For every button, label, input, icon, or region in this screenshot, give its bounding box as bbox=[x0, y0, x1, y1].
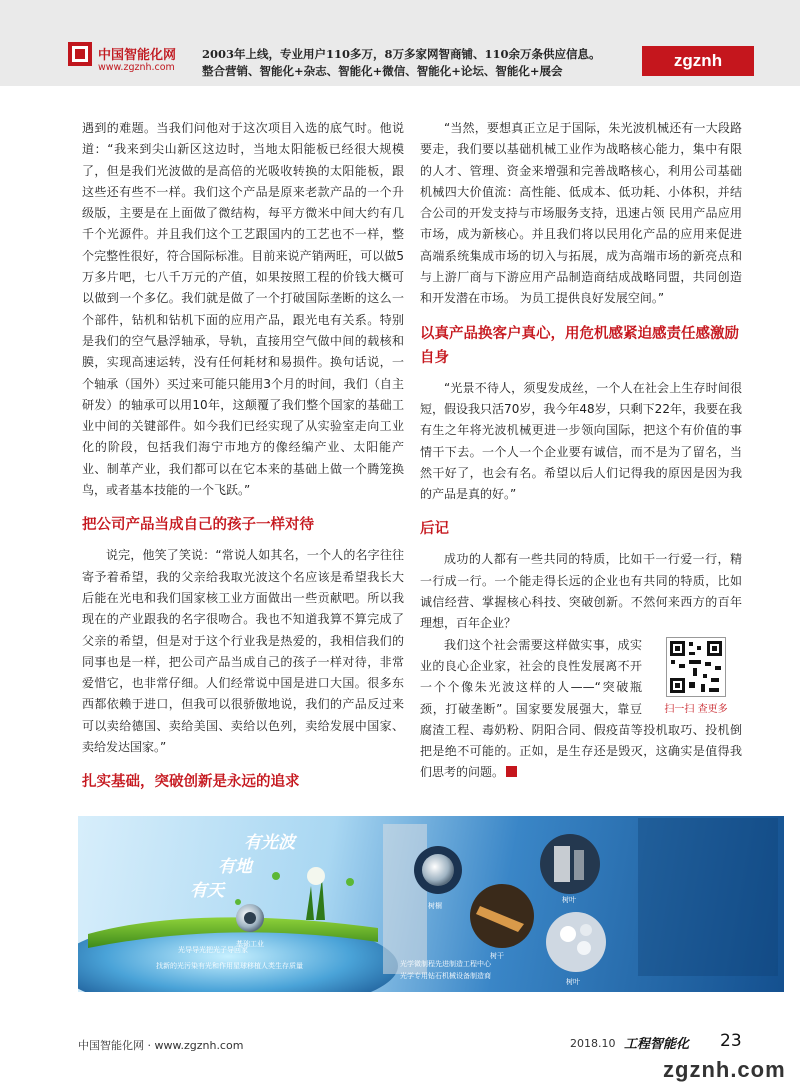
ad-center-line-1: 光学微制程先进制造工程中心 bbox=[400, 960, 491, 968]
banner-line-1: 2003年上线，专业用户110多万，8万多家网智商铺、110余万条供应信息。 bbox=[202, 47, 601, 61]
ad-slogan-1: 有光波 bbox=[244, 833, 295, 853]
left-heading-1: 把公司产品当成自己的孩子一样对待 bbox=[82, 517, 314, 534]
left-heading-2: 扎实基础，突破创新是永远的追求 bbox=[82, 774, 300, 791]
ad-left-line-1: 光导导光把光子导回家 bbox=[178, 946, 248, 954]
ad-label-shuzhe: 树榍 bbox=[428, 902, 442, 910]
qr-code[interactable] bbox=[666, 637, 726, 697]
bulb-icon bbox=[307, 867, 325, 885]
logo-url[interactable]: www.zgznh.com bbox=[98, 62, 175, 73]
ad-slogan-3: 有天 bbox=[190, 881, 224, 901]
end-mark-icon bbox=[506, 766, 517, 777]
page-number: 23 bbox=[720, 1031, 742, 1051]
watermark: zgznh.com bbox=[663, 1057, 786, 1082]
right-paragraph-3: 成功的人都有一些共同的特质，比如干一行爱一行，精一行成一行。一个能走得长远的企业也有共同的特质，比如诚信经营、掌握核心科技、突破创新。不然何来西方的百年理想，百年企业？ bbox=[420, 552, 742, 631]
logo-name: 中国智能化网 bbox=[98, 48, 177, 63]
ad-left-line-2: 找新的光污染有光和作用星球移植人类生存质量 bbox=[156, 962, 303, 970]
bubble-shuye-bottom bbox=[546, 912, 606, 972]
ad-center-line-2: 光学专用钻石机械设备制造商 bbox=[400, 972, 491, 980]
right-heading-2: 后记 bbox=[420, 521, 449, 538]
top-banner bbox=[0, 0, 800, 86]
footer-date: 2018.10 bbox=[570, 1037, 616, 1050]
light-beam bbox=[383, 824, 427, 974]
right-paragraph-2: “光景不待人，须叟发成丝，一个人在社会上生存时间很短，假设我只活70岁，我今年48岁，只剩下22年，我要在我有生之年将光波机械更进一步领向国际，把这个有价值的事情干下去。一个人一个企业要有诚信，而不是为了留名，当然干好了，也会有名。希望以后人们记得我的原因是因为我的产品是真的好。” bbox=[420, 380, 742, 502]
qr-block bbox=[650, 637, 742, 715]
footer-site[interactable]: 中国智能化网 · www.zgznh.com bbox=[78, 1039, 244, 1052]
right-paragraph-4-text: 我们这个社会需要这样做实事，成实业的良心企业家，社会的良性发展离不开一个个像朱光波这样的人——“突破瓶颈，打破垄断”。国家要发展强大，靠豆腐渣工程、毒奶粉、阴阳合同、假疫苗等投机取巧、投机倒把是绝不可能的。正如，是生存还是毁灭，这确实是值得我们思考的问题。 bbox=[420, 637, 742, 780]
brand-tab: zgznh bbox=[642, 46, 754, 76]
ad-label-shuye-top: 树叶 bbox=[562, 896, 576, 904]
logo-icon bbox=[68, 42, 92, 66]
footer-magazine: 工程智能化 bbox=[624, 1037, 690, 1052]
right-column bbox=[420, 118, 742, 784]
left-column bbox=[82, 118, 404, 802]
right-heading-1: 以真产品换客户真心，用危机感紧迫感责任感激励自身 bbox=[420, 325, 739, 366]
left-paragraph-2: 说完，他笑了笑说：“常说人如其名，一个人的名字往往寄予着希望，我的父亲给我取光波这个名应该是希望我长大后能在光电和我们国家核工业方面做出一些贡献吧。所以我现在的产业跟我的名字很吻合。我也不知道我算不算完成了父亲的希望，但是对于这个行业我是热爱的，我相信我们的同事也是一样，把公司产品当成自己的孩子一样对待，非常爱惜它，也非常仔细。人们经常说中国是进口大国。很多东西都依赖于进口，但我可以很骄傲地说，我们的产品反过来可以卖给德国、卖给美国、卖给以色列，卖给发展中国家、卖给发达国家。” bbox=[82, 548, 404, 755]
ad-artwork bbox=[78, 816, 784, 992]
advertisement bbox=[78, 816, 784, 992]
ad-slogan-2: 有地 bbox=[218, 857, 252, 877]
qr-code-icon bbox=[667, 638, 725, 696]
ad-label-base: 基础工业 bbox=[236, 940, 264, 948]
qr-caption: 扫一扫 查更多 bbox=[664, 703, 728, 715]
right-paragraph-1: “当然，要想真正立足于国际，朱光波机械还有一大段路要走，我们要以基础机械工业作为战略核心能力，集中有限的人才、管理、资金来增强和完善战略核心，利用公司基础机械四大价值流：高性能、低成本、低功耗、小体积，并结合公司的开发支持与市场服务支持，迅速占领 民用产品应用市场，成为新核心。并且我们将以民用化产品的应用来促进高端系统集成市场的切入与拓展，成为高端市场的新亮点和与上游厂商与下游应用产品制造商结成战略同盟，共同创造和开发潜在市场。 为员工提供良好发展空间。” bbox=[420, 121, 742, 306]
ad-label-shugan: 树干 bbox=[490, 952, 504, 960]
banner-line-2: 整合营销、智能化+杂志、智能化+微信、智能化+论坛、智能化+展会 bbox=[202, 64, 563, 78]
ad-label-shuye-bottom: 树叶 bbox=[566, 978, 580, 986]
left-paragraph-1: 遇到的难题。当我们问他对于这次项目入选的底气时。他说道：“我来到尖山新区这边时，当地太阳能板已经很大规模了，但是我们光波做的是高倍的光吸收转换的太阳能板，跟这些还有些不一样。我们这个产品是原来老款产品的一个升级版，主要是在上面做了微结构，每平方微米中间大约有几千个光源件。并且我们这个工艺跟国内的工艺也不一样，整个完整性很好，符合国际标准。目前来说产销两旺，可以做5万多片吧，七八千万元的产值，如果按照工程的价钱大概可以做到一个多亿。我们就是做了一个打破国际垄断的这么一个部件，钻机和钻机下面的应用产品，跟光电有关系。特别是我们的空气悬浮轴承，导轨，直接用空气做中间的载核和膜，实现高速运转，没有任何耗材和易损件。换句话说，一个轴承（国外）买过来可能只能用3个月的时间，我们（自主研发）的轴承可以用10年，这颠覆了我们整个国家的基础工业中间的关键部件。如今我们已经实现了从实验室走向工业化的阶段，包括我们海宁市地方的像经编产业、太阳能产业、制革产业，我们都可以在它本来的基础上做一个腾笼换鸟，或者基本技能的一个飞跃。” bbox=[82, 121, 404, 498]
